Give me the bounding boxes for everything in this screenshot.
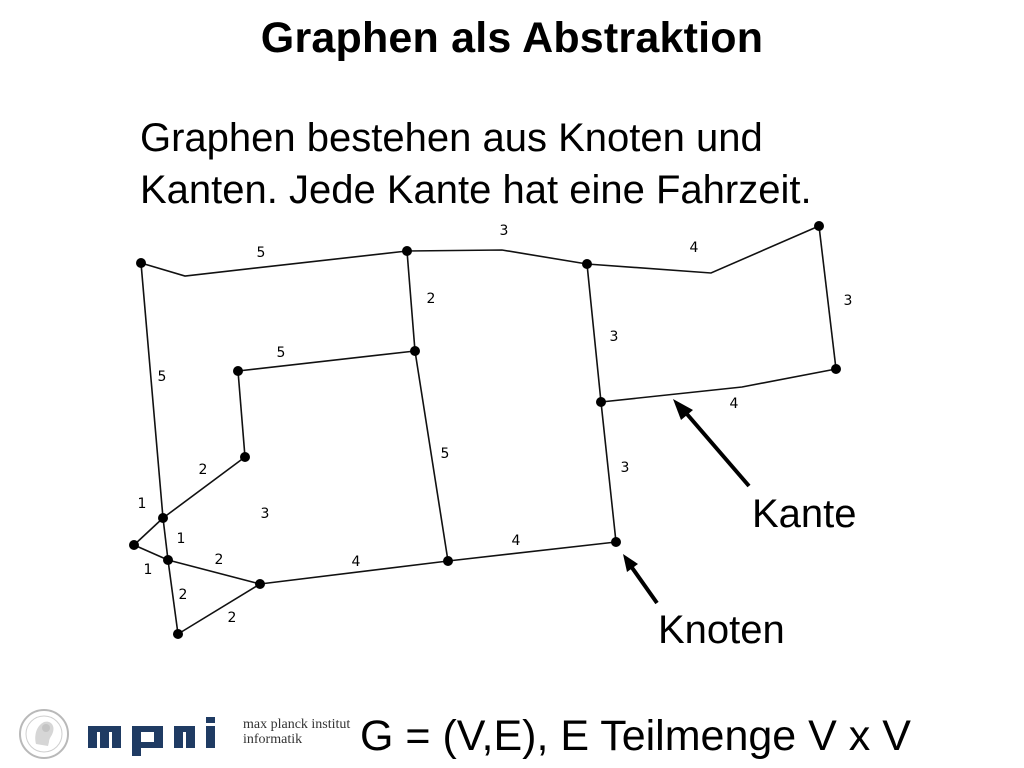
graph-node <box>233 366 243 376</box>
edge-weight-label: 1 <box>143 562 153 578</box>
edge-weight-label: 1 <box>176 531 186 547</box>
graph-formula: G = (V,E), E Teilmenge V x V <box>360 712 911 760</box>
edge-callout-label: Kante <box>752 492 857 536</box>
graph-edges <box>134 226 836 634</box>
graph-node <box>255 579 265 589</box>
graph-nodes <box>129 221 841 639</box>
graph-edge-m-o <box>168 560 178 634</box>
edge-weight-label: 3 <box>260 506 270 522</box>
edge-weight-label: 2 <box>198 462 208 478</box>
graph-edge-j-l <box>134 518 163 545</box>
edge-weight-label: 2 <box>178 587 188 603</box>
edge-weight-label: 3 <box>609 329 619 345</box>
node-callout-arrowhead <box>623 554 638 572</box>
graph-edge-j-m <box>163 518 168 560</box>
node-callout-arrow <box>628 562 657 603</box>
minerva-seal-icon <box>18 708 70 760</box>
node-callout-label: Knoten <box>658 608 785 652</box>
graph-node <box>129 540 139 550</box>
mpi-logo <box>88 716 238 756</box>
graph-node <box>410 346 420 356</box>
graph-edge-b-c <box>407 250 587 264</box>
graph-edge-weights <box>138 223 853 626</box>
edge-weight-label: 2 <box>426 291 436 307</box>
graph-node <box>611 537 621 547</box>
institute-name <box>243 717 350 747</box>
graph-edge-l-m <box>134 545 168 560</box>
graph-node <box>596 397 606 407</box>
graph-edge-d-e <box>819 226 836 369</box>
graph-edge-h-i <box>601 402 616 542</box>
graph-edge-a-j <box>141 263 163 518</box>
graph-node <box>443 556 453 566</box>
edge-weight-label: 5 <box>157 369 167 385</box>
intro-line-1: Graphen bestehen aus Knoten und <box>140 116 763 160</box>
edge-weight-label: 4 <box>511 533 521 549</box>
edge-weight-label: 5 <box>256 245 266 261</box>
edge-weight-label: 5 <box>440 446 450 462</box>
graph-node <box>136 258 146 268</box>
graph-node <box>173 629 183 639</box>
edge-callout-arrow <box>680 406 749 486</box>
graph-node <box>163 555 173 565</box>
edge-weight-label: 4 <box>689 240 699 256</box>
graph-node <box>831 364 841 374</box>
graph-node <box>402 246 412 256</box>
graph-edge-h-e <box>601 369 836 402</box>
graph-edge-c-d <box>587 226 819 273</box>
graph-edge-g-k <box>238 371 245 457</box>
graph-edge-b-f <box>407 251 415 351</box>
graph-edge-a-b <box>141 251 407 276</box>
slide-title: Graphen als Abstraktion <box>260 14 764 62</box>
edge-weight-label: 3 <box>620 460 630 476</box>
edge-weight-label: 4 <box>351 554 361 570</box>
edge-weight-label: 5 <box>276 345 286 361</box>
institute-line-2: informatik <box>243 732 303 747</box>
edge-weight-label: 2 <box>227 610 237 626</box>
edge-weight-label: 4 <box>729 396 739 412</box>
graph-edge-p-i <box>448 542 616 561</box>
graph-node <box>582 259 592 269</box>
intro-line-2: Kanten. Jede Kante hat eine Fahrzeit. <box>140 168 812 212</box>
graph-node <box>240 452 250 462</box>
graph-edge-f-g <box>238 351 415 371</box>
graph-node <box>158 513 168 523</box>
edge-weight-label: 3 <box>499 223 509 239</box>
institute-line-1: max planck institut <box>243 717 351 732</box>
graph-edge-o-n <box>178 584 260 634</box>
edge-weight-label: 3 <box>843 293 853 309</box>
graph-edge-c-h <box>587 264 601 402</box>
graph-node <box>814 221 824 231</box>
edge-weight-label: 1 <box>137 496 147 512</box>
edge-weight-label: 2 <box>214 552 224 568</box>
